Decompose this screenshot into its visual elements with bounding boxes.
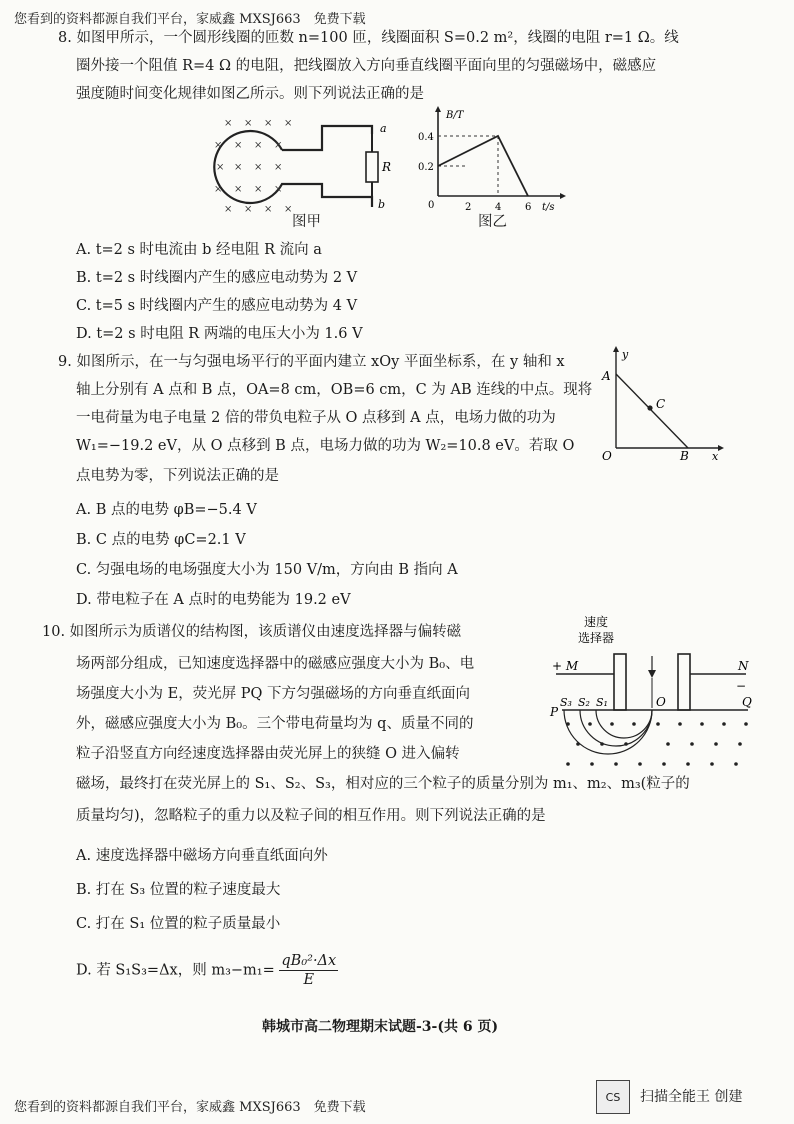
- svg-text:×: ×: [234, 140, 243, 151]
- q9-line-1: 9. 如图所示，在一与匀强电场平行的平面内建立 xOy 平面坐标系，在 y 轴和 x: [58, 354, 565, 370]
- q10-option-d: [76, 952, 338, 989]
- svg-text:×: ×: [216, 162, 225, 173]
- svg-text:×: ×: [244, 118, 253, 129]
- q9-label-A: A: [602, 369, 611, 383]
- q10-label-N: N: [738, 659, 749, 673]
- q10-option-d-denominator: E: [303, 972, 315, 988]
- q10-figure: [548, 614, 758, 784]
- watermark-top: 您看到的资料都源自我们平台，家威鑫 MXSJ663 免费下载: [14, 12, 366, 27]
- xtick-4: 4: [495, 202, 502, 213]
- q8-option-a: A. t=2 s 时电流由 b 经电阻 R 流向 a: [76, 242, 322, 258]
- svg-text:×: ×: [234, 184, 243, 195]
- q10-line-2: 场两部分组成，已知速度选择器中的磁感应强度大小为 B₀、电: [76, 656, 475, 672]
- svg-text:×: ×: [244, 204, 253, 215]
- ytick-0.2: 0.2: [418, 162, 434, 173]
- svg-text:×: ×: [284, 204, 293, 215]
- q10-option-d-prefix: D. 若 S₁S₃=Δx，则 m₃−m₁=: [76, 962, 275, 979]
- ytick-0: 0: [428, 200, 435, 211]
- q9-option-b: B. C 点的电势 φC=2.1 V: [76, 532, 246, 548]
- svg-text:×: ×: [254, 140, 263, 151]
- q9-label-B: B: [680, 449, 689, 463]
- q10-option-c: C. 打在 S₁ 位置的粒子质量最小: [76, 916, 281, 932]
- q10-option-b: B. 打在 S₃ 位置的粒子速度最大: [76, 882, 281, 898]
- q9-label-O: O: [602, 449, 612, 463]
- svg-text:×: ×: [254, 162, 263, 173]
- q9-option-c: C. 匀强电场的电场强度大小为 150 V/m，方向由 B 指向 A: [76, 562, 458, 578]
- xtick-2: 2: [465, 202, 472, 213]
- q10-line-6: 磁场，最终打在荧光屏上的 S₁、S₂、S₃，相对应的三个粒子的质量分别为 m₁、m₂、m₃(粒子的: [76, 776, 690, 792]
- label-b: b: [378, 198, 386, 211]
- q10-option-a: A. 速度选择器中磁场方向垂直纸面向外: [76, 848, 328, 864]
- q10-title-1: 速度: [584, 615, 609, 629]
- svg-text:×: ×: [284, 118, 293, 129]
- q8-figure-b: [410, 104, 570, 222]
- q8-option-d: D. t=2 s 时电阻 R 两端的电压大小为 1.6 V: [76, 326, 363, 342]
- watermark-bottom: 您看到的资料都源自我们平台，家威鑫 MXSJ663 免费下载: [14, 1100, 366, 1115]
- q8-fig-a-caption: 图甲: [292, 214, 321, 230]
- q9-line-4: W₁=−19.2 eV，从 O 点移到 B 点，电场力做的功为 W₂=10.8 eV。若取 O: [76, 438, 575, 454]
- q8-line-3: 强度随时间变化规律如图乙所示。则下列说法正确的是: [76, 86, 424, 102]
- label-a: a: [380, 122, 387, 135]
- q9-option-a: A. B 点的电势 φB=−5.4 V: [76, 502, 257, 518]
- page-footer: 韩城市高二物理期末试题-3-(共 6 页): [262, 1019, 499, 1035]
- q10-label-M: + M: [552, 659, 579, 673]
- q10-label-Q: Q: [742, 695, 752, 709]
- q9-x-label: x: [712, 450, 719, 463]
- q9-label-C: C: [656, 397, 666, 411]
- label-R: R: [382, 160, 392, 174]
- xtick-6: 6: [525, 202, 532, 213]
- svg-text:×: ×: [274, 140, 283, 151]
- svg-text:×: ×: [274, 162, 283, 173]
- q8-line-1: 8. 如图甲所示，一个圆形线圈的匝数 n=100 匝，线圈面积 S=0.2 m²，线圈的电阻 r=1 Ω。线: [58, 30, 679, 46]
- q8-option-c: C. t=5 s 时线圈内产生的感应电动势为 4 V: [76, 298, 358, 314]
- svg-text:×: ×: [214, 184, 223, 195]
- svg-text:×: ×: [264, 204, 273, 215]
- q10-label-S1: S₁: [596, 696, 608, 709]
- q9-line-3: 一电荷量为电子电量 2 倍的带负电粒子从 O 点移到 A 点，电场力做的功为: [76, 410, 556, 426]
- scanner-brand: 扫描全能王 创建: [640, 1089, 743, 1105]
- q9-y-label: y: [622, 348, 629, 361]
- q10-label-S2: S₂: [578, 696, 590, 709]
- q10-line-4: 外，磁感应强度大小为 B₀。三个带电荷量均为 q、质量不同的: [76, 716, 474, 732]
- q10-label-P: P: [550, 705, 559, 719]
- svg-text:×: ×: [234, 162, 243, 173]
- q8-option-b: B. t=2 s 时线圈内产生的感应电动势为 2 V: [76, 270, 358, 286]
- q10-line-3: 场强度大小为 E，荧光屏 PQ 下方匀强磁场的方向垂直纸面向: [76, 686, 471, 702]
- svg-text:×: ×: [224, 118, 233, 129]
- point-c: [647, 405, 652, 410]
- svg-text:×: ×: [224, 204, 233, 215]
- q9-figure: [598, 344, 728, 464]
- q9-line-2: 轴上分别有 A 点和 B 点，OA=8 cm，OB=6 cm，C 为 AB 连线的中点。现将: [76, 382, 593, 398]
- q10-line-7: 质量均匀)，忽略粒子的重力以及粒子间的相互作用。则下列说法正确的是: [76, 808, 546, 824]
- q9-option-d: D. 带电粒子在 A 点时的电势能为 19.2 eV: [76, 592, 351, 608]
- q10-label-minus: −: [736, 679, 747, 693]
- q8-line-2: 圈外接一个阻值 R=4 Ω 的电阻，把线圈放入方向垂直线圈平面向里的匀强磁场中，磁感应: [76, 58, 657, 74]
- graph-ylabel: B/T: [446, 110, 464, 121]
- q10-option-d-numerator: qB₀²·Δx: [281, 953, 337, 969]
- q8-fig-b-caption: 图乙: [478, 214, 507, 230]
- svg-text:×: ×: [214, 140, 223, 151]
- scanner-logo: CS: [596, 1080, 630, 1114]
- ytick-0.4: 0.4: [418, 132, 434, 143]
- q9-line-5: 点电势为零，下列说法正确的是: [76, 468, 279, 484]
- q10-line-5: 粒子沿竖直方向经速度选择器由荧光屏上的狭缝 O 进入偏转: [76, 746, 460, 762]
- q10-label-S3: S₃: [560, 696, 572, 709]
- q10-option-d-fraction: [279, 952, 338, 989]
- graph-xlabel: t/s: [542, 202, 555, 213]
- svg-text:×: ×: [274, 184, 283, 195]
- q10-line-1: 10. 如图所示为质谱仪的结构图，该质谱仪由速度选择器与偏转磁: [42, 624, 462, 640]
- q10-label-O: O: [656, 695, 666, 709]
- svg-text:×: ×: [254, 184, 263, 195]
- svg-text:×: ×: [264, 118, 273, 129]
- q10-title-2: 选择器: [578, 631, 615, 645]
